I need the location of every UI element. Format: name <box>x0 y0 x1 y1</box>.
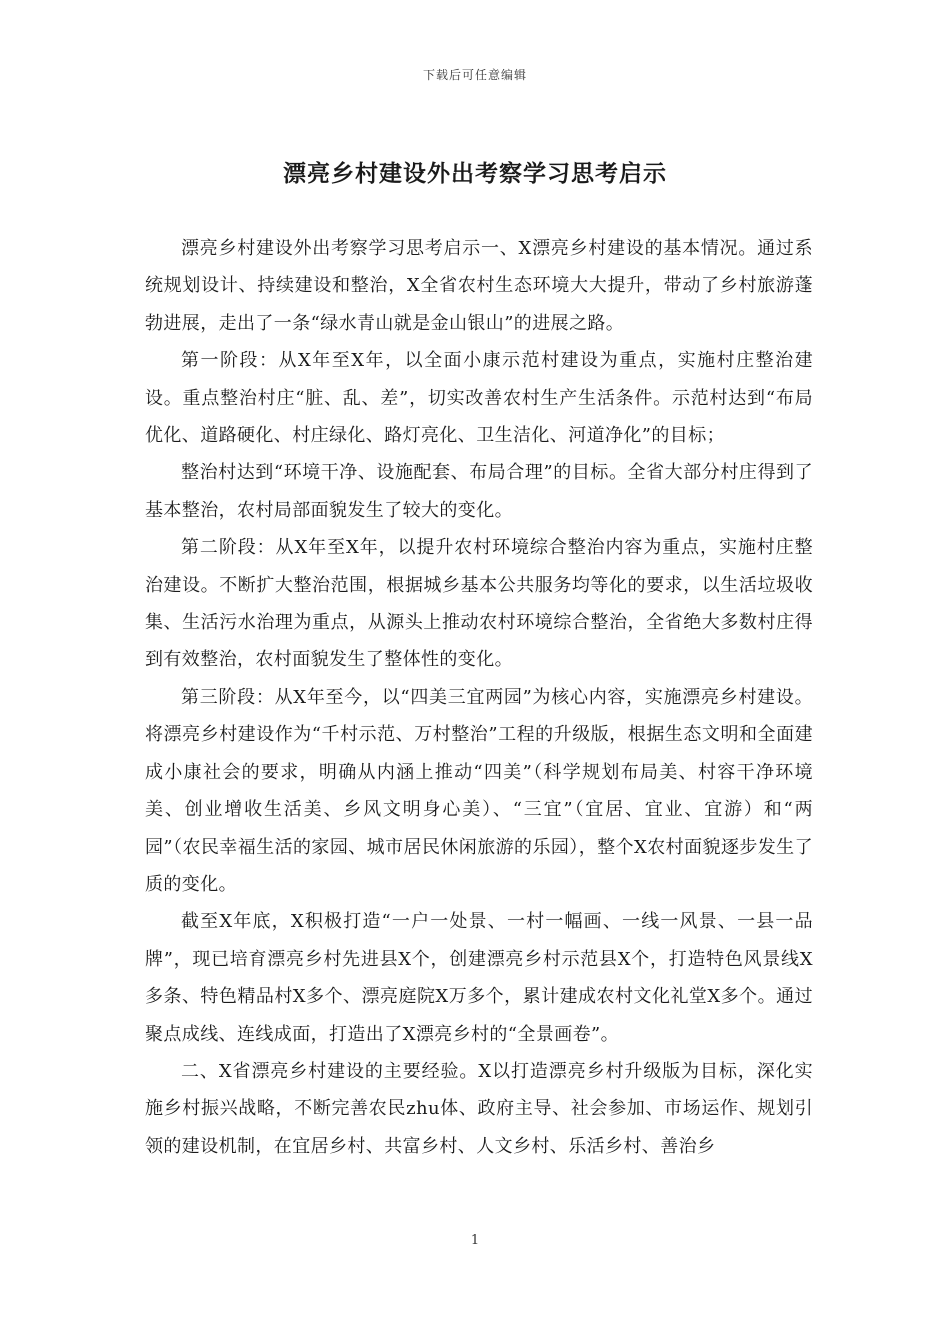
paragraph-5: 第三阶段：从X年至今，以“四美三宜两园”为核心内容，实施漂亮乡村建设。将漂亮乡村建设作为“千村示范、万村整治”工程的升级版，根据生态文明和全面建成小康社会的要求，明确从内涵上推动“四美”（科学规划布局美、村容干净环境美、创业增收生活美、乡风文明身心美）、“三宜”（宜居、宜业、宜游）和“两园”（农民幸福生活的家园、城市居民休闲旅游的乐园），整个X农村面貌逐步发生了质的变化。 <box>145 686 813 895</box>
paragraph-7: 二、X省漂亮乡村建设的主要经验。X以打造漂亮乡村升级版为目标，深化实施乡村振兴战略，不断完善农民zhu体、政府主导、社会参加、市场运作、规划引领的建设机制，在宜居乡村、共富乡村、人文乡村、乐活乡村、善治乡 <box>145 1060 813 1157</box>
paragraph-6: 截至X年底，X积极打造“一户一处景、一村一幅画、一线一风景、一县一品牌”，现已培育漂亮乡村先进县X个，创建漂亮乡村示范县X个，打造特色风景线X多条、特色精品村X多个、漂亮庭院X万多个，累计建成农村文化礼堂X多个。通过聚点成线、连线成面，打造出了X漂亮乡村的“全景画卷”。 <box>145 911 813 1045</box>
page-header-note: 下载后可任意编辑 <box>422 68 527 82</box>
document-body <box>145 230 813 1165</box>
paragraph-3: 整治村达到“环境干净、设施配套、布局合理”的目标。全省大部分村庄得到了基本整治，农村局部面貌发生了较大的变化。 <box>145 462 813 521</box>
paragraph-2: 第一阶段：从X年至X年，以全面小康示范村建设为重点，实施村庄整治建设。重点整治村庄“脏、乱、差”，切实改善农村生产生活条件。示范村达到“布局优化、道路硬化、村庄绿化、路灯亮化、卫生洁化、河道净化”的目标； <box>145 350 813 447</box>
paragraph-1: 漂亮乡村建设外出考察学习思考启示一、X漂亮乡村建设的基本情况。通过系统规划设计、持续建设和整治，X全省农村生态环境大大提升，带动了乡村旅游蓬勃进展，走出了一条“绿水青山就是金山银山”的进展之路。 <box>145 238 813 334</box>
page-number: 1 <box>470 1233 480 1248</box>
paragraph-4: 第二阶段：从X年至X年，以提升农村环境综合整治内容为重点，实施村庄整治建设。不断扩大整治范围，根据城乡基本公共服务均等化的要求，以生活垃圾收集、生活污水治理为重点，从源头上推动农村环境综合整治，全省绝大多数村庄得到有效整治，农村面貌发生了整体性的变化。 <box>145 537 813 671</box>
document-title: 漂亮乡村建设外出考察学习思考启示 <box>283 160 667 187</box>
